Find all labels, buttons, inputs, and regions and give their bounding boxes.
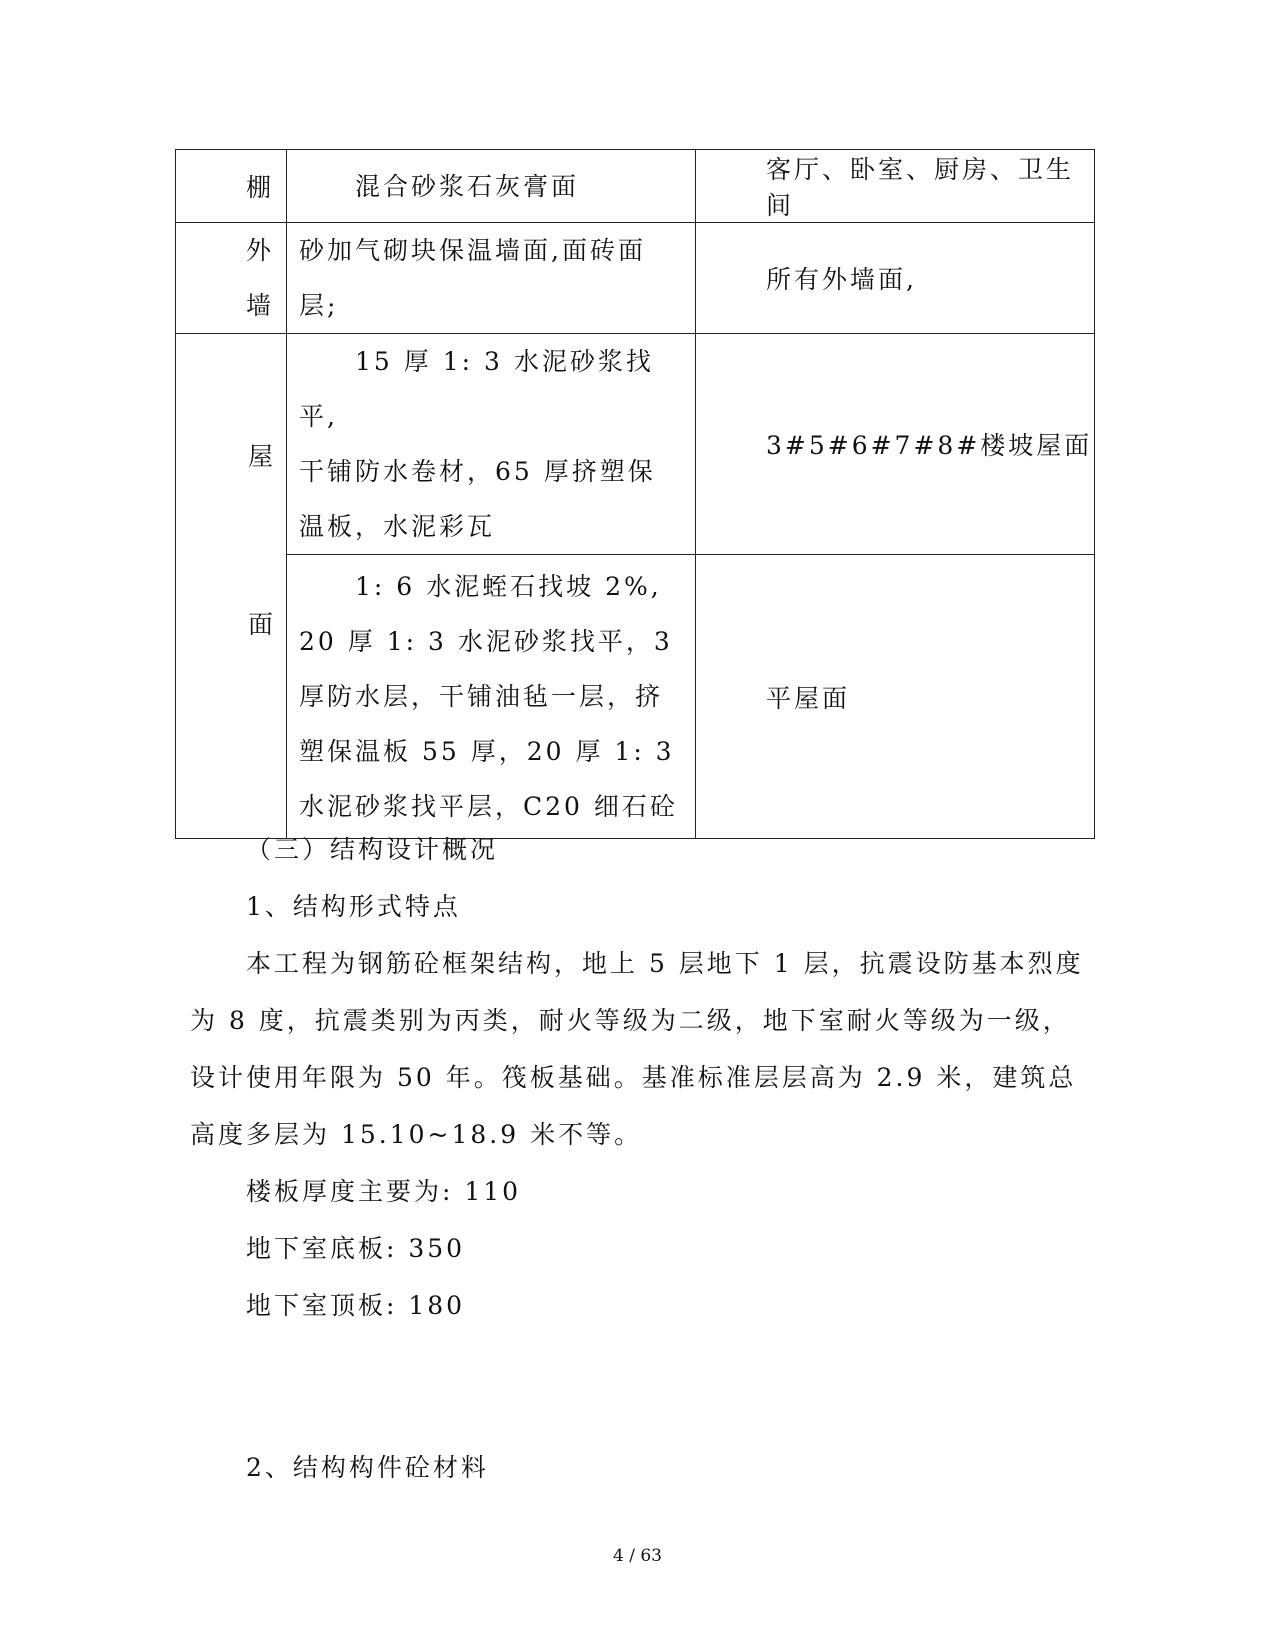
- material-text: 砂加气砌块保温墙面,面砖面: [299, 236, 646, 265]
- category-label: 棚: [245, 173, 274, 202]
- paragraph-line: 本工程为钢筋砼框架结构，地上 5 层地下 1 层，抗震设防基本烈度: [246, 949, 1084, 978]
- list-item: 地下室底板: 350: [246, 1234, 466, 1263]
- body-section-2: [190, 1439, 1090, 1496]
- material-text: 混合砂浆石灰膏面: [355, 171, 580, 201]
- paragraph-line: 高度多层为 15.10~18.9 米不等。: [190, 1120, 643, 1149]
- table-row: [176, 555, 1095, 839]
- material-text: 层;: [299, 291, 339, 320]
- paragraph-line: 设计使用年限为 50 年。筏板基础。基准标准层层高为 2.9 米，建筑总: [190, 1063, 1077, 1092]
- subheading-concrete-material: 2、结构构件砼材料: [246, 1453, 489, 1482]
- roof-label-bottom: 面: [248, 610, 274, 639]
- category-cell: [176, 223, 287, 334]
- location-cell: 3#5#6#7#8#楼坡屋面: [696, 334, 1095, 555]
- list-item: 地下室顶板: 180: [246, 1291, 466, 1320]
- category-label: 外: [245, 236, 274, 265]
- material-cell: [287, 150, 696, 223]
- material-text: 水泥砂浆找平层，C20 细石砼: [299, 792, 678, 821]
- page-number: 4 / 63: [613, 1546, 662, 1566]
- table-row: [176, 150, 1095, 223]
- subheading-structure-form: 1、结构形式特点: [246, 892, 461, 921]
- material-text: 15 厚 1: 3 水泥砂浆找平,: [299, 347, 654, 431]
- roof-label-top: 屋: [248, 442, 274, 471]
- list-item: 楼板厚度主要为: 110: [246, 1177, 522, 1206]
- materials-table: [175, 149, 1095, 839]
- section-heading: （三）结构设计概况: [246, 835, 499, 864]
- table-row: [176, 223, 1095, 334]
- body-section: [190, 821, 1090, 1334]
- location-cell: 客厅、卧室、厨房、卫生间: [696, 150, 1095, 223]
- material-text: 干铺防水卷材，65 厚挤塑保: [299, 457, 656, 486]
- location-cell: 所有外墙面,: [696, 223, 1095, 334]
- material-text: 塑保温板 55 厚，20 厚 1: 3: [299, 737, 675, 766]
- material-text: 20 厚 1: 3 水泥砂浆找平，3: [299, 627, 673, 656]
- table-row: [176, 334, 1095, 555]
- category-cell: [176, 334, 287, 839]
- paragraph-line: 为 8 度，抗震类别为丙类，耐火等级为二级，地下室耐火等级为一级，: [190, 1006, 1071, 1035]
- material-text: 温板，水泥彩瓦: [299, 512, 496, 541]
- material-text: 厚防水层，干铺油毡一层，挤: [299, 682, 664, 711]
- material-text: 1: 6 水泥蛭石找坡 2%,: [355, 572, 662, 601]
- material-cell: [287, 334, 696, 555]
- material-cell: [287, 223, 696, 334]
- material-cell: [287, 555, 696, 839]
- category-cell: [176, 150, 287, 223]
- category-label: 墙: [245, 291, 274, 320]
- location-cell: 平屋面: [696, 555, 1095, 839]
